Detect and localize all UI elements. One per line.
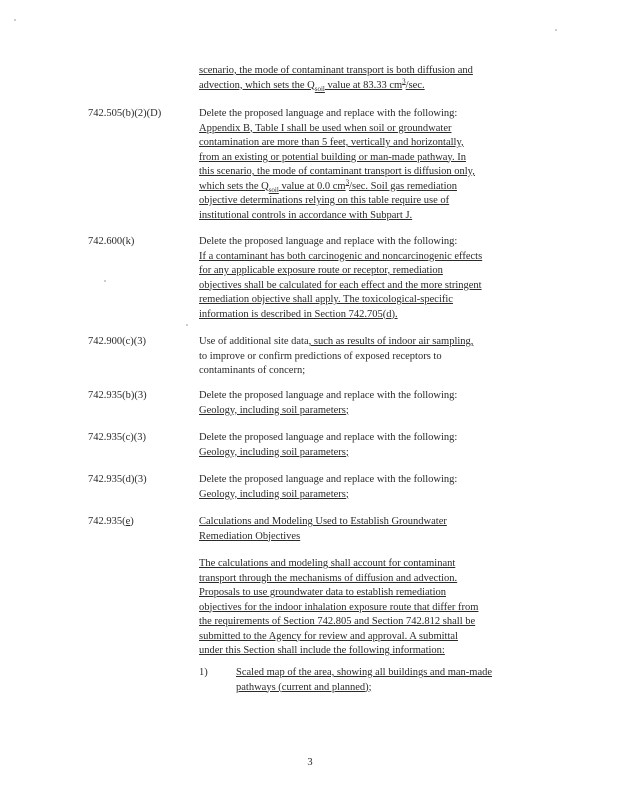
text-segment: made pathways (current and planned); [236,667,493,693]
text-line [236,667,469,678]
ref-suffix: ) [130,516,134,527]
subscript: soil [314,84,325,93]
section-text-742-935-c [199,431,524,460]
text-line [199,335,524,350]
section-text-742-935-b [199,389,524,418]
text-segment: Delete the proposed language and replace with the following: [199,236,458,247]
text-segment: scenario, the mode of contaminant transport is both diffusion and [199,65,473,76]
text-line [199,364,524,379]
text-segment: Use of additional site data [199,336,309,347]
section-heading-742-935-e [199,515,524,544]
text-segment: Appendix B, Table I shall be used when soil or groundwater [199,122,452,134]
text-segment: from an existing or potential building or man-made pathway. In [199,151,467,163]
text-segment: institutional controls in accordance with Subpart J. [199,209,413,221]
text-segment: transport through the mechanisms of diffusion and advection. [199,572,458,584]
text-line [199,107,524,122]
section-text-742-505 [199,107,524,223]
section-ref-742-600: 742.600(k) [88,236,135,247]
section-ref-742-505: 742.505(b)(2)(D) [88,108,162,119]
text-line [199,165,524,180]
text-line [199,194,524,209]
text-segment: this scenario, the mode of contaminant transport is diffusion only, [199,166,475,177]
section-ref-742-935-b: 742.935(b)(3) [88,390,147,401]
text-segment: for any applicable exposure route or receptor, remediation [199,265,443,276]
groundwater-paragraph [199,557,524,659]
text-line [199,630,524,645]
section-ref-742-935-d: 742.935(d)(3) [88,474,147,485]
text-segment: to improve or confirm predictions of exposed receptors to [199,350,442,362]
text-segment: under this Section shall include the following information: [199,645,445,656]
text-line [199,151,524,166]
text-segment: Delete the proposed language and replace with the following: [199,108,458,119]
text-segment: Delete the proposed language and replace with the following: [199,474,458,485]
text-segment: which sets the Q [199,180,269,192]
text-segment: /sec. [405,79,425,91]
text-line [199,293,524,308]
section-ref-742-900: 742.900(c)(3) [88,336,147,347]
text-segment: contaminants of concern; [199,365,306,376]
text-line [199,404,524,419]
text-line [199,473,524,488]
text-line [199,586,524,601]
text-segment: Proposals to use groundwater data to establish remediation [199,587,446,598]
text-line [199,79,524,94]
text-segment: value at 0.0 cm [278,180,346,192]
text-line [199,644,524,659]
text-line [199,136,524,151]
section-text-742-900 [199,335,524,379]
text-segment: Scaled map of the area, showing all buildings and man- [236,667,470,678]
text-line [199,250,524,265]
text-segment: submitted to the Agency for review and approval. A submittal [199,630,458,642]
text-line [199,446,524,461]
text-line [199,122,524,137]
text-segment: Geology, including soil parameters; [199,404,349,416]
text-line [199,180,524,195]
text-line [199,209,524,224]
superscript: 3 [345,178,350,186]
text-segment: objective determinations relying on this table require use of [199,195,450,206]
text-line [199,389,524,404]
text-line [199,572,524,587]
text-segment: , such as results of indoor air sampling, [308,336,474,347]
text-segment: objectives shall be calculated for each effect and the more stringent [199,279,482,291]
section-ref-742-935-c: 742.935(c)(3) [88,432,147,443]
ref-prefix: 742.935( [88,516,126,527]
text-line [199,64,524,79]
text-line [199,515,524,530]
text-segment: Remediation Objectives [199,530,301,542]
text-line [199,308,524,323]
text-segment: If a contaminant has both carcinogenic and noncarcinogenic effects [199,250,483,262]
subscript: soil [268,185,279,194]
text-line [199,530,524,545]
list-item-text [236,666,521,695]
list-item-number: 1) [199,667,208,678]
text-line [199,557,524,572]
section-text-742-935-d [199,473,524,502]
text-segment: Delete the proposed language and replace with the following: [199,432,458,443]
ref-underlined: e [125,516,131,527]
scan-speck [555,29,557,31]
text-segment: Calculations and Modeling Used to Establish Groundwater [199,516,447,527]
scan-speck [14,19,16,21]
section-text-742-600 [199,235,524,322]
continuation-text [199,64,524,93]
text-segment: Geology, including soil parameters; [199,446,349,458]
text-segment: the requirements of Section 742.805 and Section 742.812 shall be [199,616,476,627]
text-segment: advection, which sets the Q [199,79,315,91]
text-segment: value at 83.33 cm [324,79,403,91]
text-segment: The calculations and modeling shall account for contaminant [199,558,456,569]
scan-speck [104,280,106,282]
text-line [199,488,524,503]
text-segment: Delete the proposed language and replace with the following: [199,390,458,401]
text-segment: /sec. Soil gas remediation [349,180,458,192]
page-number: 3 [307,757,313,768]
text-segment: objectives for the indoor inhalation exposure route that differ from [199,601,479,613]
scan-speck [186,324,188,326]
text-line [199,615,524,630]
text-line [199,601,524,616]
text-line [199,264,524,279]
text-segment: information is described in Section 742.705(d). [199,308,398,320]
text-line [199,431,524,446]
text-segment: remediation objective shall apply. The toxicological-specific [199,294,453,305]
text-segment: Geology, including soil parameters; [199,488,349,500]
text-line [199,235,524,250]
text-line [199,350,524,365]
text-line [199,279,524,294]
section-ref-742-935-e [88,515,188,529]
text-segment: contamination are more than 5 feet, vertically and horizontally, [199,137,464,148]
superscript: 3 [402,77,406,85]
